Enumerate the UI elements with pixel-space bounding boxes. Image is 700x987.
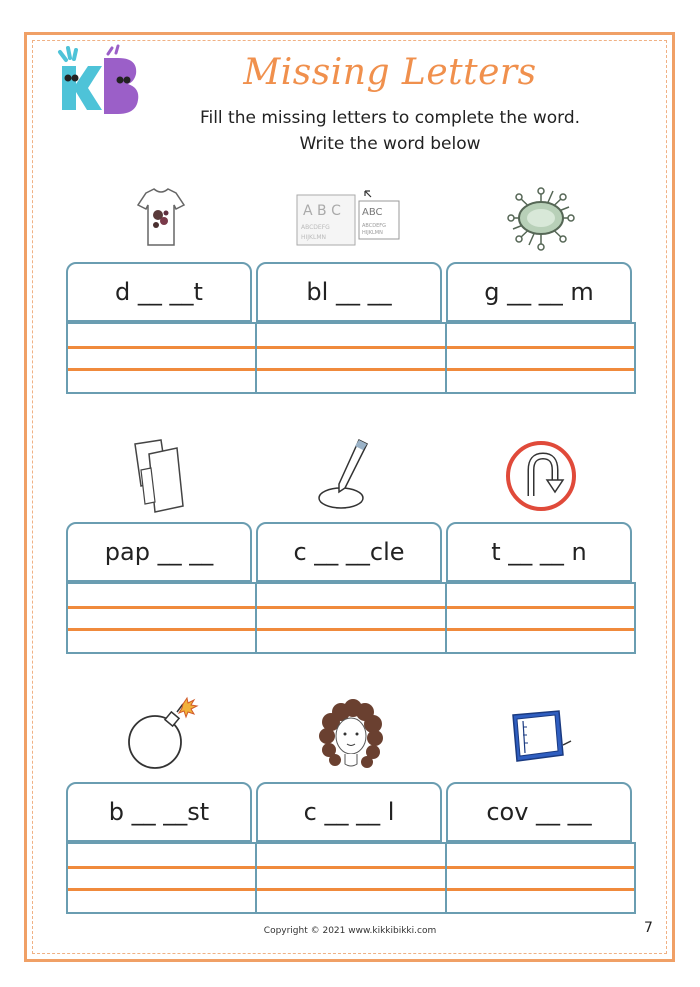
writing-lines[interactable] (66, 842, 636, 914)
bomb-icon (66, 696, 256, 776)
copyright-text: Copyright © 2021 www.kikkibikki.com (263, 926, 437, 936)
svg-text:A B C: A B C (303, 203, 341, 219)
t-shirt-icon (66, 178, 256, 258)
page-number: 7 (644, 920, 653, 936)
word-card: t __ __ n (446, 522, 632, 582)
word-card: c __ __cle (256, 522, 442, 582)
writing-lines[interactable] (66, 582, 636, 654)
germ-icon (446, 178, 636, 258)
word-card: c __ __ l (256, 782, 442, 842)
word-card: g __ __ m (446, 262, 632, 322)
word-card: cov __ __ (446, 782, 632, 842)
pencil-circle-icon (256, 436, 446, 516)
paper-sheets-icon (66, 436, 256, 516)
instruction-line-2: Write the word below (299, 134, 481, 154)
chalkboard-abc-icon (256, 178, 446, 258)
svg-text:HIJKLMN: HIJKLMN (362, 230, 383, 236)
u-turn-sign-icon (446, 436, 636, 516)
worksheet-title: Missing Letters (243, 52, 537, 93)
word-card: b __ __st (66, 782, 252, 842)
word-card: bl __ __ (256, 262, 442, 322)
book-cover-icon (446, 696, 636, 776)
word-card: pap __ __ (66, 522, 252, 582)
svg-text:HIJKLMN: HIJKLMN (301, 234, 326, 241)
svg-text:ABC: ABC (362, 207, 383, 218)
instruction-line-1: Fill the missing letters to complete the word. (199, 108, 581, 128)
svg-text:ABCDEFG: ABCDEFG (362, 223, 387, 229)
svg-text:ABCDEFG: ABCDEFG (301, 224, 330, 231)
word-card: d __ __t (66, 262, 252, 322)
writing-lines[interactable] (66, 322, 636, 394)
curly-hair-girl-icon (256, 696, 446, 776)
